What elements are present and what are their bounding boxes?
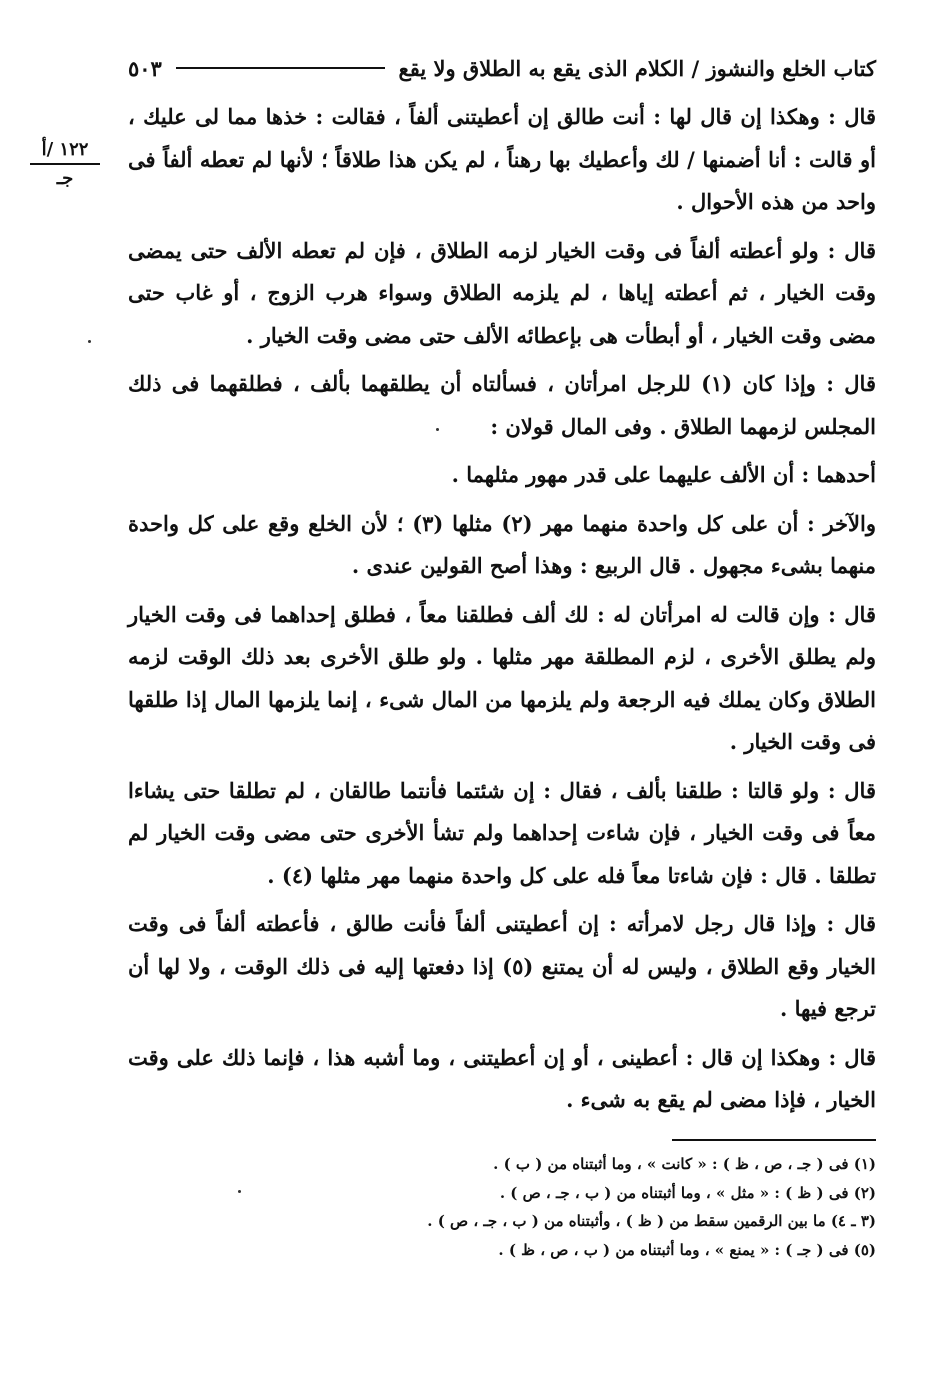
footnote: (٣ ـ ٤) ما بين الرقمين سقط من ( ظ ) ، وأثبتناه من ( ب ، جـ ، ص ) . (427, 1212, 876, 1230)
footnote: (٥) فى ( جـ ) : « يمنع » ، وما أثبتناه من ( ب ، ص ، ظ ) . (498, 1240, 876, 1259)
manuscript-siglum: جـ (56, 168, 74, 189)
header-rule (176, 67, 385, 69)
footnote: (١) فى ( جـ ، ص ، ظ ) : « كانت » ، وما أثبتناه من ( ب ) . (493, 1155, 876, 1173)
paragraph-lead: قال : (827, 777, 876, 803)
paragraph (128, 770, 876, 898)
running-header (128, 48, 876, 88)
folio-number: ١٢٢ /أ (30, 138, 100, 165)
paragraph (128, 96, 876, 224)
paragraph-text: وإن قالت له امرأتان له : لك ألف فطلقنا معاً ، فطلق إحداهما فى وقت الخيار ولم يطلق الأخرى ، لزم المطلقة مهر مثلها . ولو طلق الأخرى بعد ذلك الوقت لزمه الطلاق وكان يملك فيه الرجعة ولم يلزمها من المال شىء ، إنما يلزمها المال إذا طلقها فى وقت الخيار . (128, 601, 876, 754)
paragraph-lead: قال : (827, 237, 876, 263)
paragraph-text: وإذا كان (١) للرجل امرأتان ، فسألتاه أن يطلقهما بألف ، فطلقهما فى ذلك المجلس لزمهما الطلاق . وفى المال قولان : (128, 371, 876, 439)
paragraph (128, 903, 876, 1031)
paragraph-lead: والآخر : (807, 510, 876, 536)
paragraph-text: أن على كل واحدة منهما مهر (٢) مثلها (٣) ؛ لأن الخلع وقع على كل واحدة منهما بشىء مجهول . قال الربيع : وهذا أصح القولين عندى . (128, 510, 876, 578)
paragraph (128, 594, 876, 764)
paragraph-text: ولو قالتا : طلقنا بألف ، فقال : إن شئتما فأنتما طالقان ، لم تطلقا حتى يشاءا معاً فى وقت الخيار ، فإن شاءت إحداهما ولم تشأ الأخرى حتى مضى وقت الخيار لم تطلقا . قال : فإن شاءتا معاً فله على كل واحدة منهما مهر مثلها (٤) . (128, 777, 876, 888)
paragraph-text: وإذا قال رجل لامرأته : إن أعطيتنى ألفاً فأنت طالق ، فأعطته ألفاً فى وقت الخيار وقع الطلاق ، وليس له أن يمتنع (٥) إذا دفعتها إليه فى ذلك الوقت ، ولا لها أن ترجع فيها . (128, 911, 876, 1021)
paragraph-lead: قال : (828, 104, 876, 129)
footnote: (٢) فى ( ظ ) : « مثل » ، وما أثبتناه من ( ب ، جـ ، ص ) . (499, 1183, 876, 1202)
scan-speck (238, 1190, 241, 1193)
paragraph-text: أن الألف عليهما على قدر مهور مثلهما . (451, 462, 802, 487)
paragraph-text: وهكذا إن قال لها : أنت طالق إن أعطيتنى ألفاً ، فقالت : خذها مما لى عليك ، أو قالت : أنا أضمنها / لك وأعطيك بها رهناً ، لم يكن هذا طلاقاً ؛ لأنها لم تعطه ألفاً فى واحد من هذه الأحوال . (128, 104, 876, 214)
paragraph (128, 1037, 876, 1122)
paragraph-lead: قال : (826, 371, 876, 396)
scan-speck (436, 428, 439, 431)
footnotes (380, 1150, 876, 1264)
paragraph (128, 363, 876, 448)
page-number: ٥٠٣ (128, 55, 162, 81)
paragraph (128, 454, 876, 497)
paragraph-lead: قال : (826, 911, 876, 936)
paragraph-lead: قال : (828, 601, 876, 627)
paragraph-text: ولو أعطته ألفاً فى وقت الخيار لزمه الطلاق ، فإن لم تعطه الألف حتى يمضى وقت الخيار ، ثم أعطته إياها ، لم يلزمه الطلاق وسواء هرب الزوج ، أو غاب حتى مضى وقت الخيار ، أو أبطأت هى بإعطائه الألف حتى مضى وقت الخيار . (128, 237, 876, 348)
scan-speck (88, 340, 91, 343)
body-text (128, 96, 876, 1128)
paragraph (128, 503, 876, 588)
paragraph-lead: أحدهما : (801, 462, 876, 487)
paragraph (128, 230, 876, 358)
paragraph-lead: قال : (828, 1044, 876, 1070)
manuscript-folio-note (30, 138, 100, 191)
paragraph-text: وهكذا إن قال : أعطينى ، أو إن أعطيتنى ، وما أشبه هذا ، فإنما ذلك على وقت الخيار ، فإذا مضى لم يقع به شىء . (128, 1044, 876, 1112)
header-title: كتاب الخلع والنشوز / الكلام الذى يقع به الطلاق ولا يقع (398, 55, 876, 81)
footnote-separator (672, 1139, 876, 1141)
